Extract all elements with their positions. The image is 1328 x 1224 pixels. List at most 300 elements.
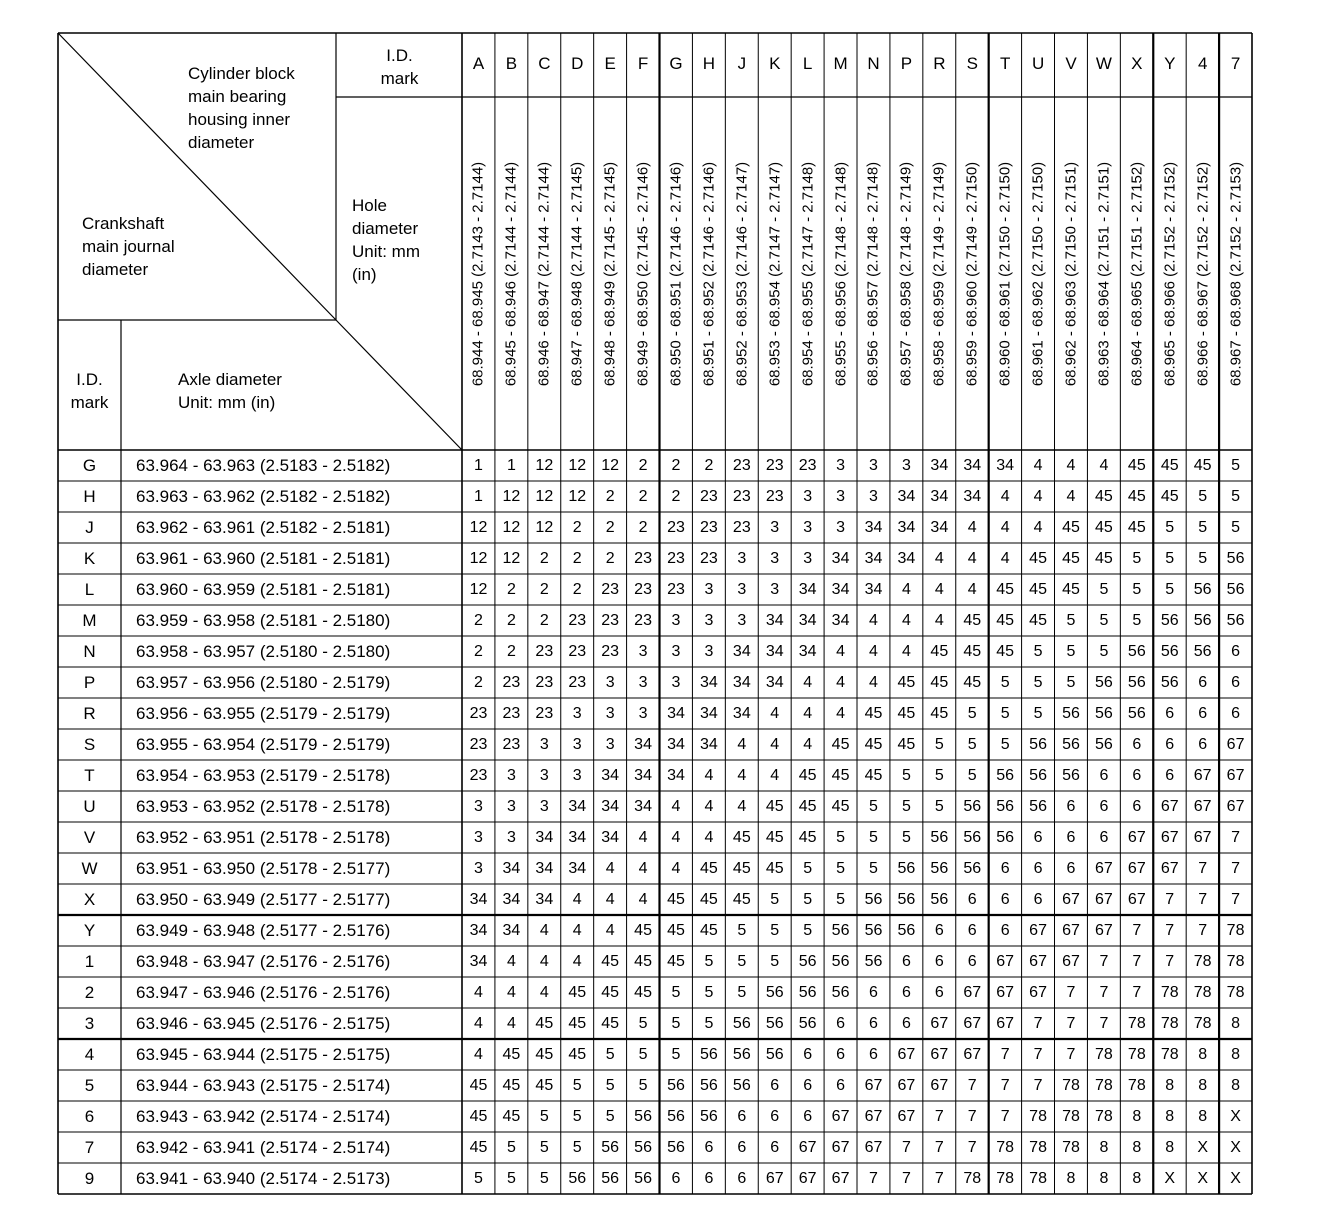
grade-cell: 56: [700, 1077, 718, 1094]
grade-cell: 45: [535, 1015, 554, 1032]
grade-cell: 23: [469, 736, 488, 753]
grade-cell: 23: [765, 488, 784, 505]
column-id-mark: W: [1095, 54, 1112, 73]
grade-cell: 4: [1000, 519, 1010, 536]
row-axle-diameter: 63.956 - 63.955 (2.5179 - 2.5179): [136, 704, 391, 723]
grade-cell: 6: [1132, 798, 1142, 815]
grade-cell: 45: [700, 860, 718, 877]
grade-cell: 45: [502, 1077, 521, 1094]
grade-cell: 3: [803, 488, 813, 505]
grade-cell: 6: [1066, 798, 1076, 815]
row-id-mark: 7: [84, 1138, 95, 1157]
grade-cell: 4: [1033, 519, 1043, 536]
grade-cell: 6: [934, 984, 944, 1001]
id-mark-left-label: I.D. mark: [70, 370, 109, 412]
grade-cell: 5: [1000, 705, 1010, 722]
grade-cell: 56: [930, 829, 949, 846]
hole-diameter-label: Hole diameter Unit: mm (in): [352, 196, 420, 284]
grade-cell: 7: [1033, 1046, 1043, 1063]
grade-cell: 12: [502, 550, 521, 567]
grade-cell: 4: [1000, 550, 1010, 567]
grade-cell: 6: [1231, 643, 1241, 660]
grade-cell: 4: [770, 767, 780, 784]
grade-cell: 4: [934, 581, 944, 598]
grade-cell: 7: [1198, 922, 1208, 939]
grade-cell: 56: [601, 1170, 620, 1187]
grade-cell: 45: [601, 1015, 620, 1032]
grade-cell: 45: [930, 674, 949, 691]
grade-cell: 5: [671, 984, 681, 1001]
grade-cell: 5: [934, 736, 944, 753]
grade-cell: 56: [1095, 736, 1113, 753]
grade-cell: 45: [1095, 488, 1113, 505]
grade-cell: 45: [502, 1046, 521, 1063]
grade-cell: 34: [798, 643, 817, 660]
grade-cell: 6: [803, 1046, 813, 1063]
column-id-mark: U: [1031, 54, 1045, 73]
grade-cell: 4: [1066, 457, 1076, 474]
grade-cell: 67: [963, 1015, 982, 1032]
grade-cell: 56: [732, 1077, 751, 1094]
grade-cell: 12: [502, 519, 521, 536]
grade-cell: 45: [568, 984, 587, 1001]
row-axle-diameter: 63.963 - 63.962 (2.5182 - 2.5182): [136, 487, 391, 506]
grade-cell: 6: [803, 1108, 813, 1125]
grade-cell: 56: [798, 953, 817, 970]
grade-cell: 45: [996, 643, 1015, 660]
grade-cell: 4: [1000, 488, 1010, 505]
grade-cell: 34: [502, 860, 521, 877]
grade-cell: 56: [963, 829, 982, 846]
grade-cell: 5: [1165, 550, 1175, 567]
grade-cell: 3: [737, 550, 747, 567]
grade-cell: 3: [474, 829, 483, 846]
grade-cell: 34: [864, 519, 883, 536]
grade-cell: 3: [737, 612, 747, 629]
grade-cell: 45: [469, 1077, 488, 1094]
grade-cell: 45: [1127, 519, 1146, 536]
grade-cell: 45: [469, 1108, 488, 1125]
grade-cell: 4: [967, 519, 977, 536]
grade-cell: 8: [1132, 1139, 1142, 1156]
grade-cell: 5: [704, 1015, 714, 1032]
grade-cell: 78: [1029, 1170, 1047, 1187]
row-axle-diameter: 63.960 - 63.959 (2.5181 - 2.5181): [136, 580, 391, 599]
grade-cell: 67: [864, 1108, 883, 1125]
grade-cell: 67: [1160, 860, 1179, 877]
grade-cell: 5: [1033, 674, 1043, 691]
grade-cell: 34: [864, 550, 883, 567]
row-axle-diameter: 63.944 - 63.943 (2.5175 - 2.5174): [136, 1076, 391, 1095]
row-id-mark: W: [81, 859, 98, 878]
grade-cell: 45: [1160, 488, 1179, 505]
row-axle-diameter: 63.947 - 63.946 (2.5176 - 2.5176): [136, 983, 391, 1002]
grade-cell: 67: [765, 1170, 784, 1187]
grade-cell: 5: [1231, 488, 1241, 505]
column-hole-diameter: 68.966 - 68.967 (2.7152 - 2.7152): [1194, 161, 1212, 386]
grade-cell: 45: [700, 922, 718, 939]
grade-cell: 45: [963, 674, 982, 691]
column-id-mark: J: [737, 54, 747, 73]
grade-cell: 7: [1132, 953, 1142, 970]
grade-cell: 78: [996, 1139, 1015, 1156]
grade-cell: 78: [1062, 1108, 1080, 1125]
grade-cell: 7: [1099, 1015, 1109, 1032]
grade-cell: 2: [474, 612, 483, 629]
grade-cell: 45: [1160, 457, 1179, 474]
grade-cell: 5: [572, 1108, 582, 1125]
grade-cell: 5: [967, 705, 977, 722]
grade-cell: 45: [1095, 519, 1113, 536]
grade-cell: 67: [1127, 891, 1146, 908]
row-id-mark: 3: [84, 1014, 95, 1033]
grade-cell: 6: [967, 922, 977, 939]
grade-cell: 56: [1226, 581, 1245, 598]
grade-cell: 6: [934, 922, 944, 939]
grade-cell: 5: [605, 1108, 615, 1125]
grade-cell: 5: [1231, 457, 1241, 474]
grade-cell: 6: [737, 1108, 747, 1125]
grade-cell: 34: [930, 519, 949, 536]
grade-cell: 67: [1226, 736, 1245, 753]
grade-cell: 4: [1099, 457, 1109, 474]
grade-cell: 8: [1231, 1077, 1241, 1094]
grade-cell: 45: [798, 798, 817, 815]
grade-cell: 67: [798, 1170, 817, 1187]
grade-cell: 67: [1062, 922, 1080, 939]
grade-cell: 34: [700, 705, 718, 722]
grade-cell: 6: [1198, 674, 1208, 691]
grade-cell: 12: [469, 581, 488, 598]
row-axle-diameter: 63.955 - 63.954 (2.5179 - 2.5179): [136, 735, 391, 754]
grade-cell: 78: [1029, 1139, 1047, 1156]
grade-cell: 2: [605, 488, 615, 505]
grade-cell: 45: [700, 891, 718, 908]
grade-cell: 2: [506, 643, 516, 660]
grade-cell: 6: [1099, 798, 1109, 815]
grade-cell: 4: [539, 922, 549, 939]
grade-cell: 45: [732, 860, 751, 877]
grade-cell: 78: [1062, 1077, 1080, 1094]
grade-cell: 6: [1165, 767, 1175, 784]
grade-cell: 6: [1099, 829, 1109, 846]
grade-cell: 1: [474, 488, 483, 505]
id-mark-top-label: I.D. mark: [380, 46, 419, 88]
grade-cell: 34: [667, 767, 685, 784]
grade-cell: 34: [535, 829, 554, 846]
grade-cell: 67: [996, 953, 1015, 970]
grade-cell: 45: [1029, 581, 1047, 598]
grade-cell: 2: [572, 519, 582, 536]
diagonal-line: [336, 320, 462, 450]
grade-cell: 4: [572, 953, 582, 970]
grade-cell: 23: [568, 643, 587, 660]
grade-cell: 6: [1033, 860, 1043, 877]
grade-cell: 6: [737, 1139, 747, 1156]
row-axle-diameter: 63.946 - 63.945 (2.5176 - 2.5175): [136, 1014, 391, 1033]
column-hole-diameter: 68.951 - 68.952 (2.7146 - 2.7146): [700, 161, 718, 386]
grade-cell: 45: [667, 891, 685, 908]
grade-cell: 34: [930, 488, 949, 505]
grade-cell: 2: [671, 488, 681, 505]
grade-cell: 56: [732, 1046, 751, 1063]
grade-cell: 7: [934, 1139, 944, 1156]
grade-cell: 4: [671, 860, 681, 877]
grade-cell: 2: [539, 550, 549, 567]
grade-cell: 56: [568, 1170, 587, 1187]
grade-cell: 23: [667, 581, 685, 598]
grade-cell: 56: [831, 922, 850, 939]
column-hole-diameter: 68.954 - 68.955 (2.7147 - 2.7148): [799, 161, 817, 386]
grade-cell: 4: [803, 674, 813, 691]
grade-cell: 23: [469, 705, 488, 722]
grade-cell: 7: [934, 1108, 944, 1125]
grade-cell: 45: [1193, 457, 1212, 474]
grade-cell: 45: [535, 1077, 554, 1094]
grade-cell: 7: [1033, 1015, 1043, 1032]
grade-cell: 3: [671, 612, 681, 629]
grade-cell: 7: [1132, 922, 1142, 939]
grade-cell: 34: [930, 457, 949, 474]
grade-cell: 34: [601, 798, 620, 815]
grade-cell: 23: [502, 674, 521, 691]
grade-cell: 34: [798, 581, 817, 598]
grade-cell: 56: [930, 860, 949, 877]
column-id-mark: A: [472, 54, 485, 73]
grade-cell: 4: [901, 643, 911, 660]
grade-cell: 6: [836, 1077, 846, 1094]
grade-cell: 78: [1095, 1108, 1113, 1125]
column-hole-diameter: 68.953 - 68.954 (2.7147 - 2.7147): [766, 161, 784, 386]
row-id-mark: 5: [84, 1076, 95, 1095]
grade-cell: 6: [770, 1108, 780, 1125]
grade-cell: 5: [803, 860, 813, 877]
row-axle-diameter: 63.950 - 63.949 (2.5177 - 2.5177): [136, 890, 391, 909]
grade-cell: 67: [1226, 767, 1245, 784]
grade-cell: 4: [704, 767, 714, 784]
grade-cell: 56: [1029, 736, 1047, 753]
grade-cell: 4: [539, 953, 549, 970]
grade-cell: 5: [836, 891, 846, 908]
grade-cell: 56: [897, 860, 916, 877]
grade-cell: 5: [1000, 736, 1010, 753]
grade-cell: 45: [601, 984, 620, 1001]
column-hole-diameter: 68.967 - 68.968 (2.7152 - 2.7153): [1227, 161, 1245, 386]
row-axle-diameter: 63.942 - 63.941 (2.5174 - 2.5174): [136, 1138, 391, 1157]
grade-cell: 6: [901, 1015, 911, 1032]
grade-cell: 4: [901, 581, 911, 598]
grade-cell: 5: [770, 953, 780, 970]
grade-cell: 6: [1198, 705, 1208, 722]
grade-cell: 6: [1165, 705, 1175, 722]
grade-cell: 7: [1231, 860, 1241, 877]
grade-cell: 45: [634, 953, 652, 970]
grade-cell: 1: [506, 457, 516, 474]
grade-cell: 5: [539, 1170, 549, 1187]
grade-cell: 4: [638, 860, 648, 877]
grade-cell: 3: [572, 705, 582, 722]
grade-cell: 45: [1095, 550, 1113, 567]
grade-cell: 4: [572, 922, 582, 939]
column-id-mark: F: [637, 54, 649, 73]
grade-cell: 6: [1000, 922, 1010, 939]
grade-cell: 67: [897, 1046, 916, 1063]
grade-cell: 5: [474, 1170, 483, 1187]
grade-cell: 6: [869, 984, 878, 1001]
grade-cell: 6: [1033, 829, 1043, 846]
grade-cell: 45: [1029, 612, 1047, 629]
grade-cell: 45: [1062, 550, 1080, 567]
column-hole-diameter: 68.948 - 68.949 (2.7145 - 2.7145): [601, 161, 619, 386]
grade-cell: 7: [1000, 1077, 1010, 1094]
grade-cell: 23: [469, 767, 488, 784]
grade-cell: 5: [638, 1015, 648, 1032]
grade-cell: 6: [704, 1139, 714, 1156]
row-axle-diameter: 63.948 - 63.947 (2.5176 - 2.5176): [136, 952, 391, 971]
grade-cell: 3: [704, 581, 714, 598]
grade-cell: 4: [901, 612, 911, 629]
grade-cell: 67: [831, 1139, 850, 1156]
grade-cell: 45: [864, 705, 883, 722]
grade-cell: 23: [798, 457, 817, 474]
grade-cell: 78: [996, 1170, 1015, 1187]
row-id-mark: 9: [84, 1169, 95, 1188]
grade-cell: 4: [836, 674, 846, 691]
grade-cell: 67: [831, 1108, 850, 1125]
grade-cell: 4: [934, 612, 944, 629]
grade-cell: 45: [996, 581, 1015, 598]
grade-cell: 45: [1127, 488, 1146, 505]
grade-cell: 4: [967, 581, 977, 598]
row-axle-diameter: 63.959 - 63.958 (2.5181 - 2.5180): [136, 611, 391, 630]
grade-cell: 8: [1165, 1077, 1175, 1094]
grade-cell: 3: [539, 736, 549, 753]
column-hole-diameter: 68.957 - 68.958 (2.7148 - 2.7149): [897, 161, 915, 386]
grade-cell: 7: [1099, 953, 1109, 970]
grade-cell: 45: [667, 953, 685, 970]
grade-cell: 5: [506, 1170, 516, 1187]
grade-cell: 3: [671, 674, 681, 691]
grade-cell: 2: [572, 550, 582, 567]
grade-cell: 45: [732, 829, 751, 846]
column-hole-diameter: 68.946 - 68.947 (2.7144 - 2.7144): [535, 161, 553, 386]
column-id-mark: 4: [1197, 54, 1208, 73]
grade-cell: 23: [535, 674, 554, 691]
grade-cell: 3: [506, 829, 516, 846]
grade-cell: 5: [836, 860, 846, 877]
grade-cell: 4: [803, 705, 813, 722]
grade-cell: 6: [704, 1170, 714, 1187]
column-hole-diameter: 68.962 - 68.963 (2.7150 - 2.7151): [1062, 161, 1080, 386]
grade-cell: 4: [737, 798, 747, 815]
column-hole-diameter: 68.950 - 68.951 (2.7146 - 2.7146): [667, 161, 685, 386]
grade-cell: 4: [803, 736, 813, 753]
grade-cell: 2: [704, 457, 714, 474]
grade-cell: 4: [967, 550, 977, 567]
grade-cell: 4: [638, 829, 648, 846]
grade-cell: 56: [667, 1108, 685, 1125]
column-id-mark: E: [604, 54, 616, 73]
column-id-mark: 7: [1230, 54, 1241, 73]
grade-cell: 6: [869, 1046, 878, 1063]
grade-cell: 2: [605, 519, 615, 536]
column-id-mark: G: [669, 54, 683, 73]
grade-cell: 45: [963, 612, 982, 629]
grade-cell: X: [1197, 1170, 1208, 1187]
grade-cell: 7: [869, 1170, 878, 1187]
column-id-mark: L: [802, 54, 813, 73]
grade-cell: 3: [671, 643, 681, 660]
grade-cell: X: [1230, 1139, 1241, 1156]
grade-cell: 6: [967, 953, 977, 970]
grade-cell: 3: [638, 674, 648, 691]
grade-cell: 34: [502, 891, 521, 908]
grade-cell: 78: [1193, 984, 1212, 1001]
grade-cell: 67: [1160, 798, 1179, 815]
grade-cell: 2: [506, 581, 516, 598]
grade-cell: 45: [864, 736, 883, 753]
grade-cell: 6: [869, 1015, 878, 1032]
grade-cell: 8: [1099, 1170, 1109, 1187]
grade-cell: 8: [1099, 1139, 1109, 1156]
grade-cell: 34: [765, 643, 784, 660]
grade-cell: 7: [934, 1170, 944, 1187]
grade-cell: 56: [765, 1015, 784, 1032]
grade-cell: 5: [869, 798, 878, 815]
column-id-mark: P: [900, 54, 913, 73]
grade-cell: 34: [535, 860, 554, 877]
grade-cell: 78: [1127, 1077, 1146, 1094]
grade-cell: 12: [535, 519, 554, 536]
grade-cell: 45: [897, 705, 916, 722]
grade-cell: 5: [539, 1108, 549, 1125]
grade-cell: 56: [897, 922, 916, 939]
grade-cell: 4: [671, 829, 681, 846]
grade-cell: 3: [901, 457, 911, 474]
grade-cell: 67: [996, 1015, 1015, 1032]
grade-cell: 2: [474, 643, 483, 660]
row-id-mark: J: [85, 518, 94, 537]
grade-cell: 3: [605, 674, 615, 691]
grade-cell: 5: [1132, 612, 1142, 629]
grade-cell: 5: [803, 922, 813, 939]
grade-cell: 67: [1095, 922, 1113, 939]
grade-cell: 34: [601, 829, 620, 846]
grade-cell: 6: [901, 953, 911, 970]
grade-cell: 3: [474, 860, 483, 877]
grade-cell: 56: [996, 829, 1015, 846]
grade-cell: 7: [1165, 922, 1175, 939]
grade-cell: 78: [1127, 1046, 1146, 1063]
grade-cell: 6: [901, 984, 911, 1001]
grade-cell: 5: [1165, 581, 1175, 598]
grade-cell: 4: [671, 798, 681, 815]
grade-cell: 6: [836, 1046, 846, 1063]
grade-cell: 67: [1127, 860, 1146, 877]
grade-cell: 4: [605, 860, 615, 877]
grade-cell: 8: [1198, 1046, 1208, 1063]
grade-cell: 5: [605, 1046, 615, 1063]
grade-cell: 23: [667, 519, 685, 536]
grade-cell: 5: [1033, 643, 1043, 660]
grade-cell: 5: [704, 953, 714, 970]
grade-cell: 56: [864, 891, 883, 908]
grade-cell: 45: [1062, 519, 1080, 536]
grade-cell: 34: [568, 798, 587, 815]
grade-cell: 23: [502, 705, 521, 722]
grade-cell: 23: [535, 643, 554, 660]
grade-cell: 56: [798, 1015, 817, 1032]
